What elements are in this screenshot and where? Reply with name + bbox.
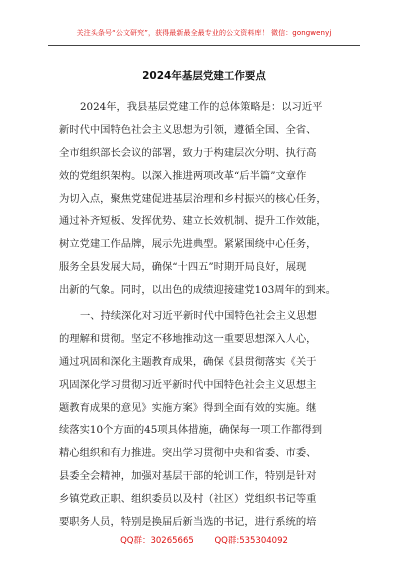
document-body bbox=[59, 96, 351, 534]
footer-contact bbox=[0, 534, 408, 546]
paragraph-line: 续落实10个方面的45项具体措施，确保每一项工作都得到 bbox=[59, 424, 323, 437]
paragraph-line: 的理解和贯彻。坚定不移地推动这一重要思想深入人心， bbox=[59, 332, 317, 345]
paragraph-line: 效的党组织架构。以深入推进两项改革“后半篇”文章作 bbox=[59, 169, 307, 182]
paragraph-line: 县委全会精神，加强对基层干部的轮训工作，特别是针对 bbox=[59, 470, 317, 483]
paragraph-line: 全市组织部长会议的部署，致力于构建层次分明、执行高 bbox=[59, 146, 317, 159]
paragraph-line: 乡镇党政正职、组织委员以及村（社区）党组织书记等重 bbox=[59, 493, 317, 506]
footer-qq-group-2: QQ群:535304092 bbox=[214, 536, 288, 546]
header-promo-note: 关注头条号“公文研究”，获得最新最全最专业的公文资料库！ 微信：gongwenyj bbox=[76, 29, 332, 37]
paragraph-line: 树立党建工作品牌，展示先进典型。紧紧围绕中心任务， bbox=[59, 238, 317, 251]
paragraph-line: 出新的气象。同时，以出色的成绩迎接建党103周年的到来。 bbox=[59, 284, 337, 297]
paragraph-line: 为切入点，聚焦党建促进基层治理和乡村振兴的核心任务， bbox=[59, 192, 327, 205]
paragraph-line: 精心组织和有力推进。突出学习贯彻中央和省委、市委、 bbox=[59, 447, 317, 460]
document-title: 2024年基层党建工作要点 bbox=[142, 70, 266, 82]
paragraph-line: 服务全县发展大局，确保“十四五”时期开局良好，展现 bbox=[59, 261, 307, 274]
header-divider bbox=[48, 45, 360, 46]
paragraph-line: 通过巩固和深化主题教育成果，确保《县贯彻落实《关于 bbox=[59, 355, 317, 368]
paragraph-line: 通过补齐短板、发挥优势、建立长效机制、提升工作效能， bbox=[59, 215, 327, 228]
paragraph-line: 巩固深化学习贯彻习近平新时代中国特色社会主义思想主 bbox=[59, 378, 317, 391]
footer-qq-group-1: QQ群：30265665 bbox=[120, 536, 194, 546]
paragraph-line: 要职务人员，特别是换届后新当选的书记，进行系统的培 bbox=[59, 516, 317, 529]
paragraph-line: 2024年，我县基层党建工作的总体策略是：以习近平 bbox=[80, 101, 323, 113]
paragraph-line: 一、持续深化对习近平新时代中国特色社会主义思想 bbox=[80, 310, 317, 323]
paragraph-line: 题教育成果的意见》实施方案》得到全面有效的实施。继 bbox=[59, 401, 317, 414]
paragraph-line: 新时代中国特色社会主义思想为引领，遵循全国、全省、 bbox=[59, 123, 317, 136]
